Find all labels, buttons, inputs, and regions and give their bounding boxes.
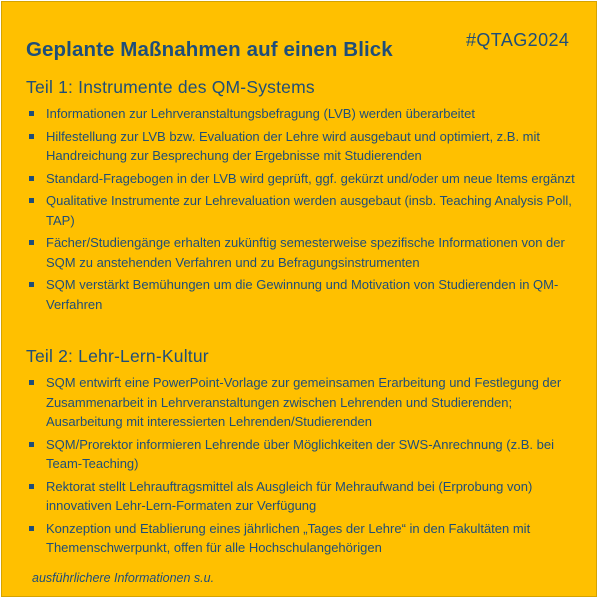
list-item-text: SQM/Prorektor informieren Lehrende über Möglichkeiten der SWS-Anrechnung (z.B. bei Team-Teaching) [46,436,554,471]
square-bullet-icon [29,240,34,245]
square-bullet-icon [29,526,34,531]
list-item [26,519,586,558]
footer-note: ausführlichere Informationen s.u. [32,571,215,585]
page-title: Geplante Maßnahmen auf einen Blick [26,38,393,61]
square-bullet-icon [29,111,34,116]
section-instrumente [26,76,586,317]
list-item-text: Qualitative Instrumente zur Lehrevaluation werden ausgebaut (insb. Teaching Analysis Poll, TAP) [46,193,572,228]
square-bullet-icon [29,134,34,139]
list-item [26,127,586,166]
list-item [26,191,586,230]
list-item-text: Rektorat stellt Lehrauftragsmittel als Ausgleich für Mehraufwand bei (Erprobung von) innovativen Lehr-Lern-Formaten zur Verfügung [46,478,533,513]
square-bullet-icon [29,198,34,203]
bullet-list [26,373,586,558]
list-item [26,275,586,314]
list-item-text: Informationen zur Lehrveranstaltungsbefragung (LVB) werden überarbeitet [46,106,476,121]
square-bullet-icon [29,282,34,287]
list-item-text: Konzeption und Etablierung eines jährlichen „Tages der Lehre“ in den Fakultäten mit Themenschwerpunkt, offen für alle Hochschulangehörigen [46,520,531,555]
square-bullet-icon [29,442,34,447]
hashtag-label: #QTAG2024 [466,30,570,50]
info-card [1,1,597,597]
list-item [26,373,586,432]
section-title: Teil 2: Lehr-Lern-Kultur [26,346,209,366]
list-item-text: Hilfestellung zur LVB bzw. Evaluation der Lehre wird ausgebaut und optimiert, z.B. mit Handreichung zur Besprechung der Ergebnisse mit Studierenden [46,128,541,163]
section-lehr-lern-kultur [26,345,586,561]
list-item [26,477,586,516]
square-bullet-icon [29,380,34,385]
list-item-text: SQM entwirft eine PowerPoint-Vorlage zur gemeinsamen Erarbeitung und Festlegung der Zusammenarbeit in Lehrveranstaltungen zwischen Lehrenden und Studierenden; Ausarbeitung mit interessierten Lehrenden/Studierenden [46,375,562,429]
list-item [26,104,586,124]
square-bullet-icon [29,176,34,181]
square-bullet-icon [29,484,34,489]
list-item [26,169,586,189]
list-item-text: SQM verstärkt Bemühungen um die Gewinnung und Motivation von Studierenden in QM-Verfahren [46,277,559,312]
section-title: Teil 1: Instrumente des QM-Systems [26,77,315,97]
list-item-text: Standard-Fragebogen in der LVB wird geprüft, ggf. gekürzt und/oder um neue Items ergänzt [46,170,575,186]
list-item [26,233,586,272]
list-item [26,435,586,474]
bullet-list [26,104,586,314]
list-item-text: Fächer/Studiengänge erhalten zukünftig semesterweise spezifische Informationen von der SQM zu anstehenden Verfahren und zu Befragungsinstrumenten [46,235,565,270]
